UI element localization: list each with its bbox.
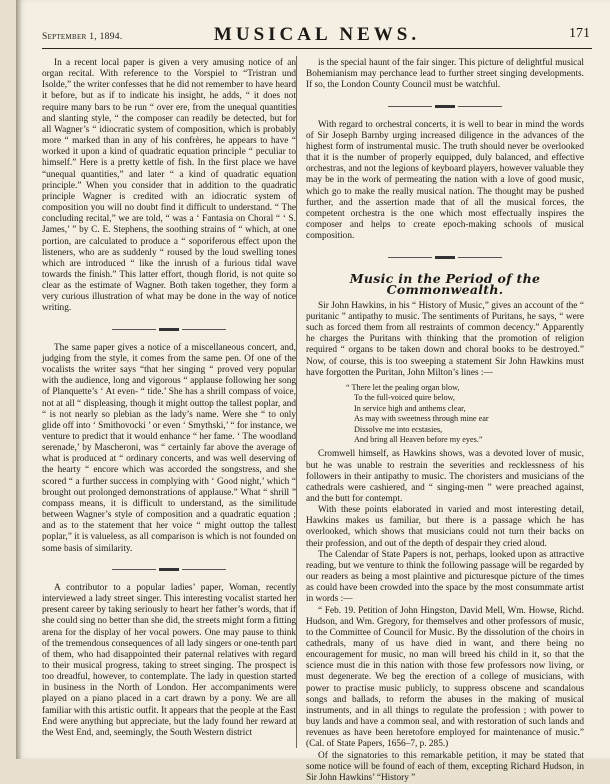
- article-paragraph: With these points elaborated in varied and most interesting detail, Hawkins makes us familiar, but there is a passage which he has overlooked, which shows that musicians could not turn their backs on their profession, and out of the depth of despair they cried aloud.: [306, 505, 584, 549]
- article-paragraph: The Calendar of State Papers is not, perhaps, looked upon as attractive reading, but we venture to think the following passage will be regarded by our readers as being a most plaintive and picturesque picture of the times as could have been crowded into the space by the most consummate artist in words :—: [306, 549, 584, 605]
- header-title: MUSICAL NEWS.: [213, 24, 421, 45]
- article-paragraph: Cromwell himself, as Hawkins shows, was a devoted lover of music, but he was unable to restrain the severities and recklessness of his followers in their antipathy to music. The choristers and musicians of the cathedrals were cashiered, and “ singing-men ” were preached against, and the butt for contempt.: [306, 449, 584, 504]
- page-header: [42, 22, 592, 49]
- column-divider: [296, 56, 297, 748]
- article-paragraph: Of the signatories to this remarkable petition, it may be stated that some notice will be found of each of them, excepting Richard Hudson, in Sir John Hawkins’ “History ”: [306, 750, 584, 783]
- verse-line: And bring all Heaven before my eyes.”: [354, 434, 483, 444]
- verse-line: To the full-voiced quire below,: [354, 393, 455, 403]
- section-heading: Music in the Period of the Commonwealth.: [349, 270, 541, 297]
- header-page-number: 171: [569, 26, 590, 41]
- header-date: September 1, 1894.: [42, 32, 123, 42]
- article-paragraph: A contributor to a popular ladies’ paper, Woman, recently interviewed a lady street singer. This interesting vocalist started her present career by taking seriously to heart her father’s words, that if she could sing no better than she did, the streets might form a fitting arena for the display of her vocal powers. One may pause to think of the tremendous consequences of all lady singers or one-tenth part of them, who had disappointed their paternal relatives with regard to their musical progress, taking to street singing. The prospect is too dreadful, however, to contemplate. The lady in question started in business in the North of London. Her accompaniments were played on a piano placed in a cart drawn by a pony. We are all familiar with this artistic outfit. It appears that the people at the East End were anything but appreciate, but the lady found her reward at the West End, and, seemingly, the South Western district: [42, 582, 296, 738]
- article-paragraph: In a recent local paper is given a very amusing notice of an organ recital. With reference to the Vorspiel to “Tristran und Isolde,” the writer confesses that he did not remember to have heard it before, but as if to indicate his insight, he adds, “ it does not require many bars to be run “ over ere, from the unequal quantities and slanting style, “ the composer can readily be detected, but for all Wagner’s “ idiocratic system of composition, which is probably more “ marked than in any of his confrères, he appears to have “ worked it upon a kind of quadratic equation principle “ peculiar to himself.” Here is a pretty kettle of fish. In the first place we have “unequal quantities,” and later “ a kind of quadratic equation principle.” When you consider that in addition to the quadratic principle Wagner is credited with an idiocratic system of composition you will no doubt find it difficult to understand. “ The concluding recital,” we are told, “ was a ‘ Fantasia on Choral “ ‘ S. James,’ ” by C. E. Stephens, the soothing strains of “ which, at one portion, are calculated to produce a “ soporiferous effect upon the listeners, who are as suddenly “ roused by the loud swelling tones which are introduced “ like the inrush of a furious tidal wave towards the finish.” This latter effort, though florid, is not quite so clear as the estimate of Wagner. Both taken together, they form a very curious illustration of what may be done in the way of notice writing.: [42, 58, 296, 314]
- article-paragraph: “ Feb. 19. Petition of John Hingston, David Mell, Wm. Howse, Richd. Hudson, and Wm. Gregory, for themselves and other professors of music, to the Committee of Council for Music. By the dissolution of the choirs in cathedrals, many of us have died in want, and there being no encouragement for music, no man will breed his child in it, so that the science must die in this nation with those few professors now living, or must degenerate. We beg the erection of a college of musicians, with power to practise music publicly, to suppress obscene and scandalous songs and ballads, to reform the abuses in the making of musical instruments, and in all things to regulate the profession ; with power to buy lands and have a common seal, and with restoration of such lands and revenues as have been heretofore employed for maintenance of music.” (Cal. of State Papers, 1656–7, p. 285.): [306, 605, 584, 750]
- section-separator: [42, 324, 296, 335]
- section-separator: [306, 251, 584, 262]
- article-paragraph: is the special haunt of the fair singer. This picture of delightful musical Bohemianism may perchance lead to further street singing developments. If so, the London County Council must be watchful.: [306, 58, 584, 91]
- verse-line: As may with sweetness through mine ear: [354, 414, 489, 424]
- binding-shadow: [16, 0, 22, 759]
- article-paragraph: With regard to orchestral concerts, it is well to bear in mind the words of Sir Joseph Barnby urging increased diligence in the advances of the highest form of instrumental music. The truth should never be overlooked that it is the number of properly equipped, duly balanced, and effective orchestras, and not the legions of keyboard players, however valuable they may be in the work of permeating the nation with a love of good music, which go to make the really musical nation. The thought may be pushed further, and the assertion made that of all the musical forces, the competent orchestra is the one which most effectually inspires the composer and helps to create epoch-making schools of musical composition.: [306, 119, 584, 242]
- verse-quote: [346, 383, 584, 445]
- article-paragraph: The same paper gives a notice of a miscellaneous concert, and, judging from the style, it comes from the same pen. Of one of the vocalists the writer says “that her singing “ proved very popular with the audience, long and vigorous “ applause following her song of Planquette’s ‘ At even- “ tide.’ She has a shrill compass of voice, not at all “ displeasing, though it might outtop the tallest poplar, and “ is not nearly so plebian as the lady’s name. Were she “ to only glide off into ‘ Smithovocki ’ or even ‘ Smythski,’ “ for instance, we venture to predict that it would enhance “ her fame. ‘ The woodland serenade,’ by Mascheroni, was “ certainly far above the average of what is produced at “ ordinary concerts, and was well deserving of the hearty “ encore which was accorded the songstress, and she scored “ a further success in complying with ‘ Good night,’ which “ brought out prolonged demonstrations of applause.” What “ shrill ” compass means, it is difficult to understand, as the similitude between Wagner’s style of composition and a quadratic equation ; and as to the statement that her voice “ might outtop the tallest poplar,” it is valueless, as all comparison is which is not founded on some basis of similarity.: [42, 342, 296, 554]
- verse-line: In service high and anthems clear,: [354, 403, 466, 413]
- section-separator: [306, 100, 584, 111]
- article-paragraph: Sir John Hawkins, in his “ History of Music,” gives an account of the “ puritanic ” antipathy to music. The sentiments of Puritans, he says, “ were such as forced them from all restraints of common decency.” Apparently he charges the Puritans with thinking that the promotion of religion required “ organs to be taken down and choral books to be destroyed.” Now, of course, this is too sweeping a statement Sir John Hawkins must have forgotten the Puritan, John Milton’s lines :—: [306, 300, 584, 378]
- verse-line: “ There let the pealing organ blow,: [346, 382, 460, 392]
- verse-line: Dissolve me into ecstasies,: [354, 424, 443, 434]
- section-separator: [42, 564, 296, 575]
- left-column: [42, 58, 296, 748]
- right-column: [306, 58, 584, 783]
